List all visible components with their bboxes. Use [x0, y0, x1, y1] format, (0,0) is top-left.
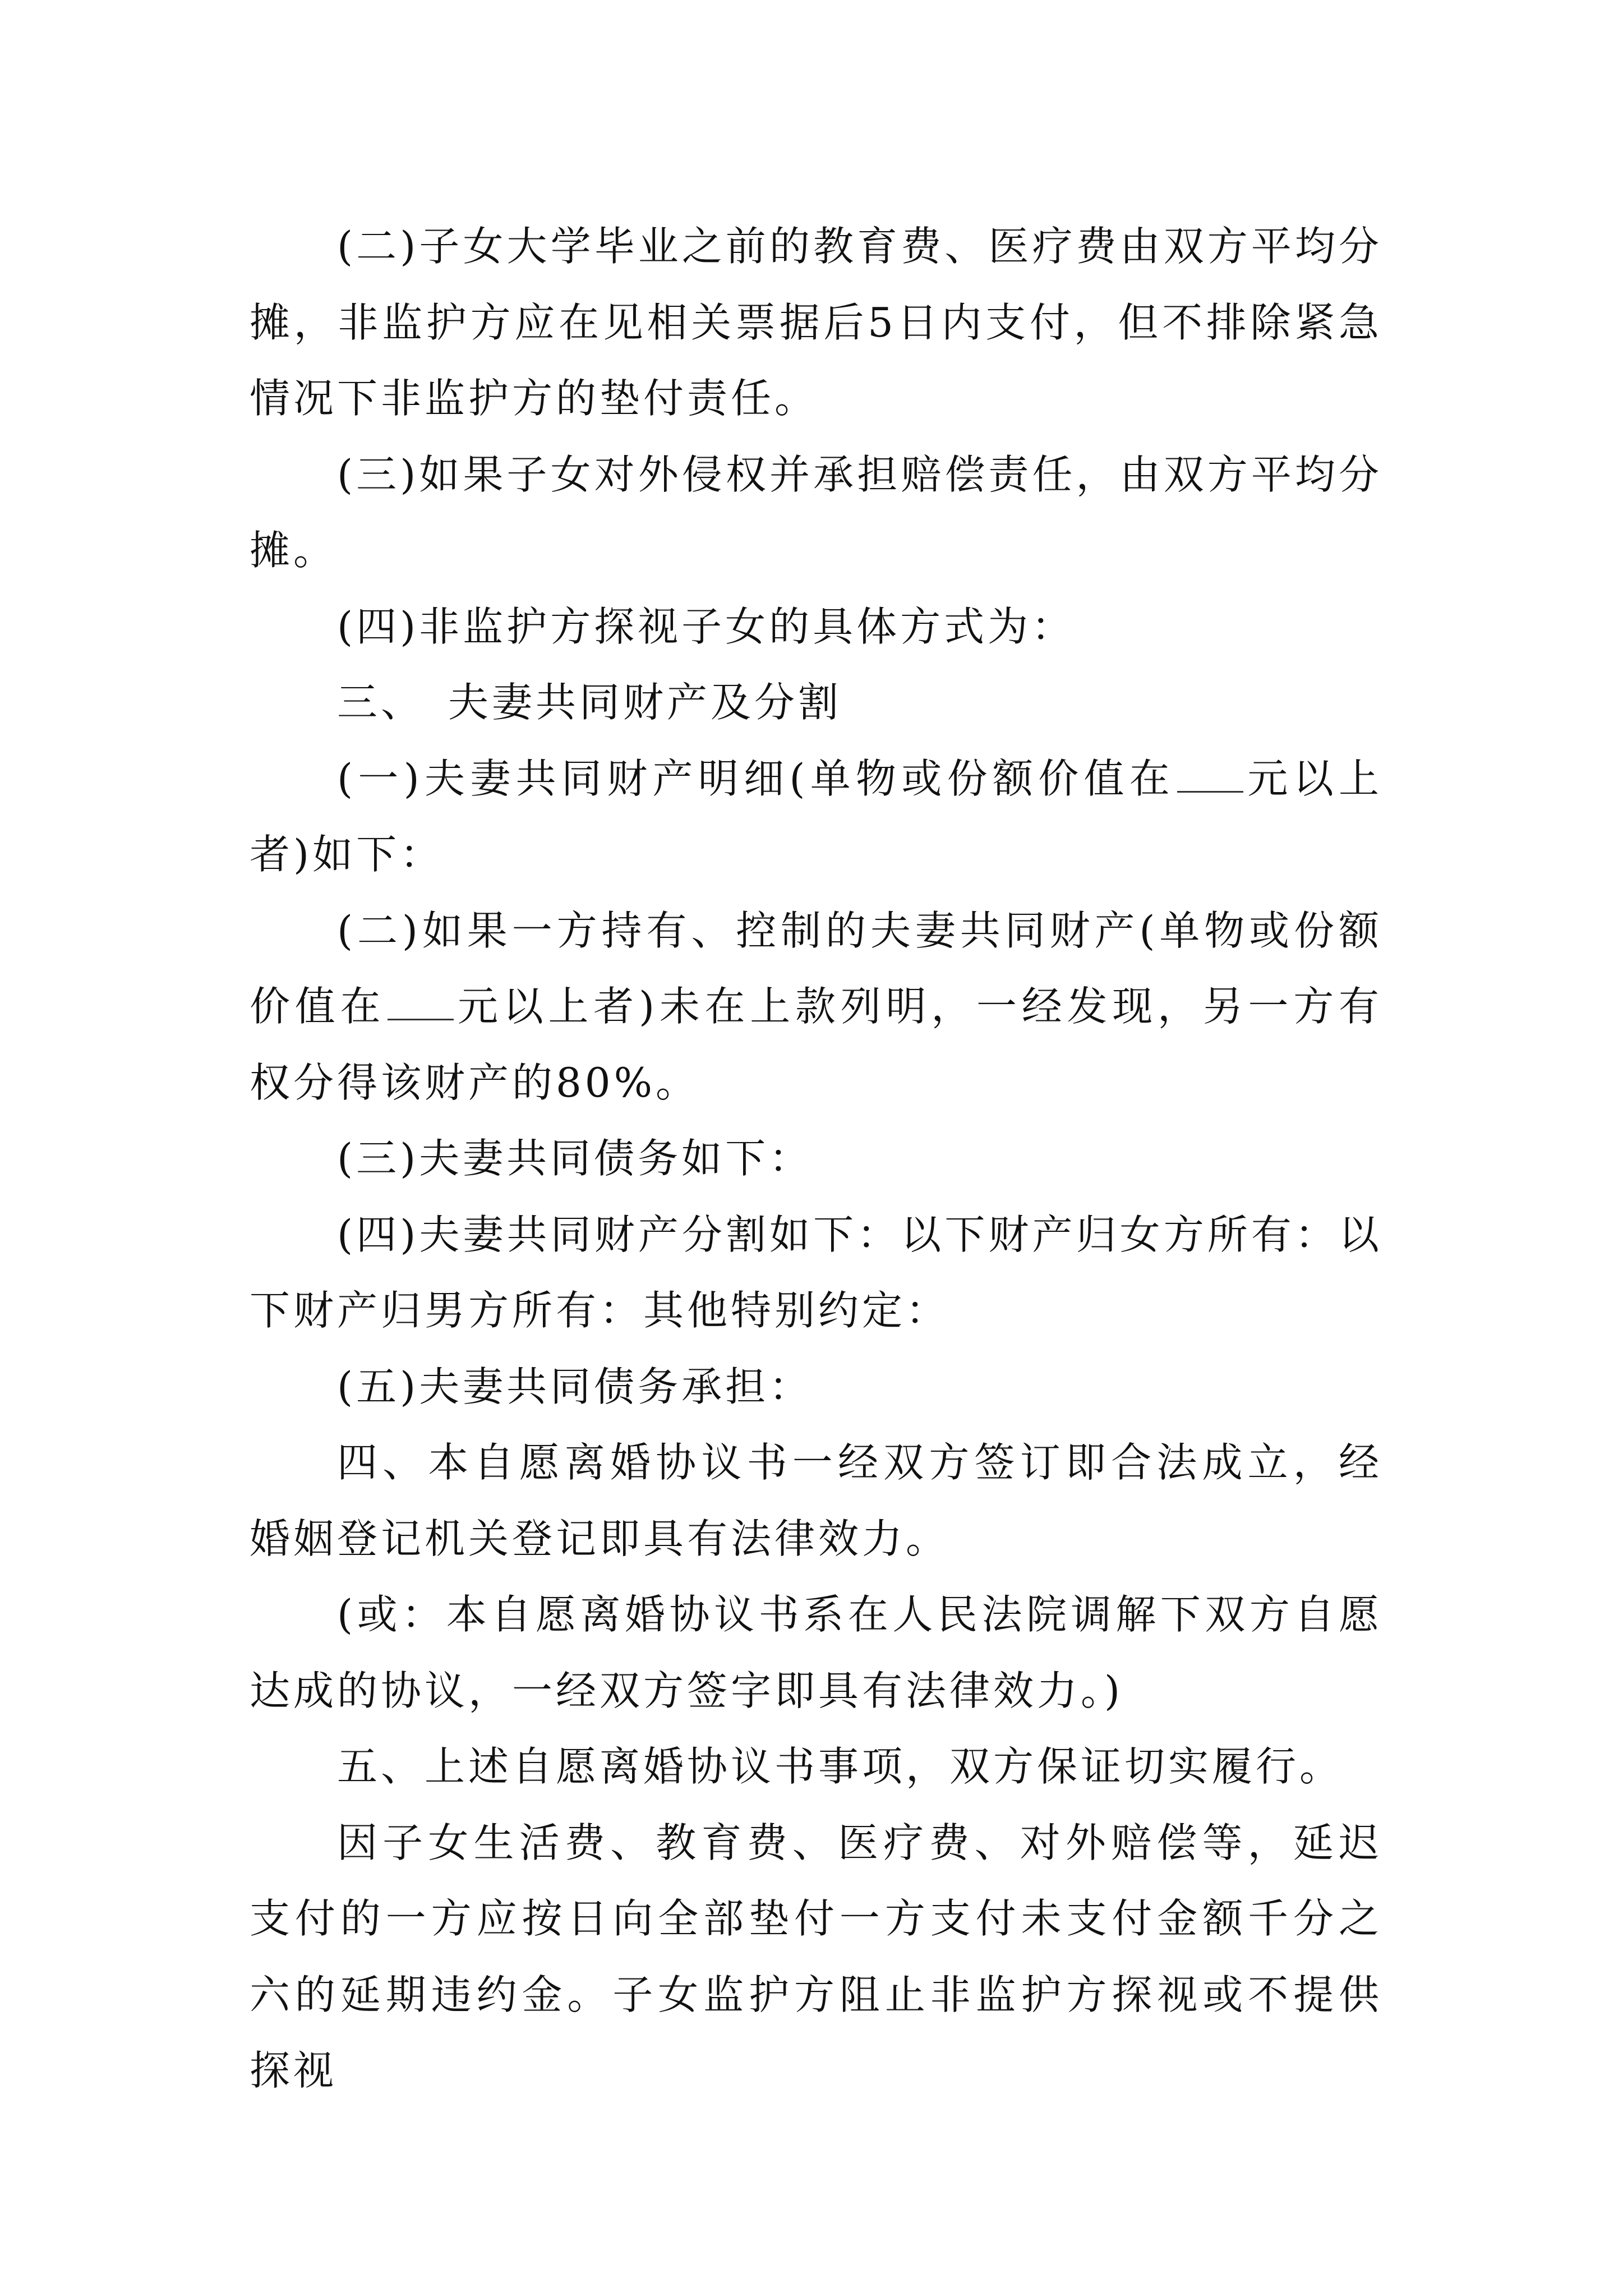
paragraph-performance-guarantee: 五、上述自愿离婚协议书事项，双方保证切实履行。 — [337, 1743, 1344, 1790]
paragraph-late-payment-penalty: 因子女生活费、教育费、医疗费、对外赔偿等，延迟支付的一方应按日向全部垫付一方支付未支付金额千分之六的延期违约金。子女监护方阻止非监护方探视或不提供探视 — [250, 1819, 1382, 2094]
paragraph-undisclosed-property — [250, 893, 1382, 1121]
document-body — [250, 209, 1382, 2109]
paragraph-debt-assumption: (五)夫妻共同债务承担： — [337, 1363, 813, 1410]
paragraph-legal-effect: 四、本自愿离婚协议书一经双方签订即合法成立，经婚姻登记机关登记即具有法律效力。 — [250, 1439, 1382, 1562]
paragraph-tort-liability: (三)如果子女对外侵权并承担赔偿责任，由双方平均分摊。 — [250, 450, 1382, 574]
paragraph-undisclosed-property-before: (二)如果一方持有、控制的夫妻共同财产(单物或份额价值在 — [250, 907, 1382, 1030]
paragraph-property-list-after: 元以上者)如下： — [250, 754, 1382, 878]
paragraph-education-medical-fees: (二)子女大学毕业之前的教育费、医疗费由双方平均分摊，非监护方应在见相关票据后5日内支付，但不排除紧急情况下非监护方的垫付责任。 — [250, 223, 1382, 422]
blank-field — [388, 979, 454, 1020]
paragraph-undisclosed-property-after: 元以上者)未在上款列明，一经发现，另一方有权分得该财产的80%。 — [250, 983, 1382, 1106]
paragraph-court-mediation: (或：本自愿离婚协议书系在人民法院调解下双方自愿达成的协议，一经双方签字即具有法律效力。) — [250, 1591, 1382, 1714]
paragraph-visitation: (四)非监护方探视子女的具体方式为： — [337, 602, 1076, 650]
paragraph-property-list — [250, 741, 1382, 893]
blank-field — [1177, 752, 1243, 793]
paragraph-property-list-before: (一)夫妻共同财产明细(单物或份额价值在 — [337, 754, 1175, 802]
paragraph-joint-debts: (三)夫妻共同债务如下： — [337, 1135, 813, 1182]
paragraph-property-division: (四)夫妻共同财产分割如下：以下财产归女方所有：以下财产归男方所有：其他特别约定： — [250, 1211, 1382, 1334]
section-heading-joint-property: 三、 夫妻共同财产及分割 — [337, 679, 842, 726]
